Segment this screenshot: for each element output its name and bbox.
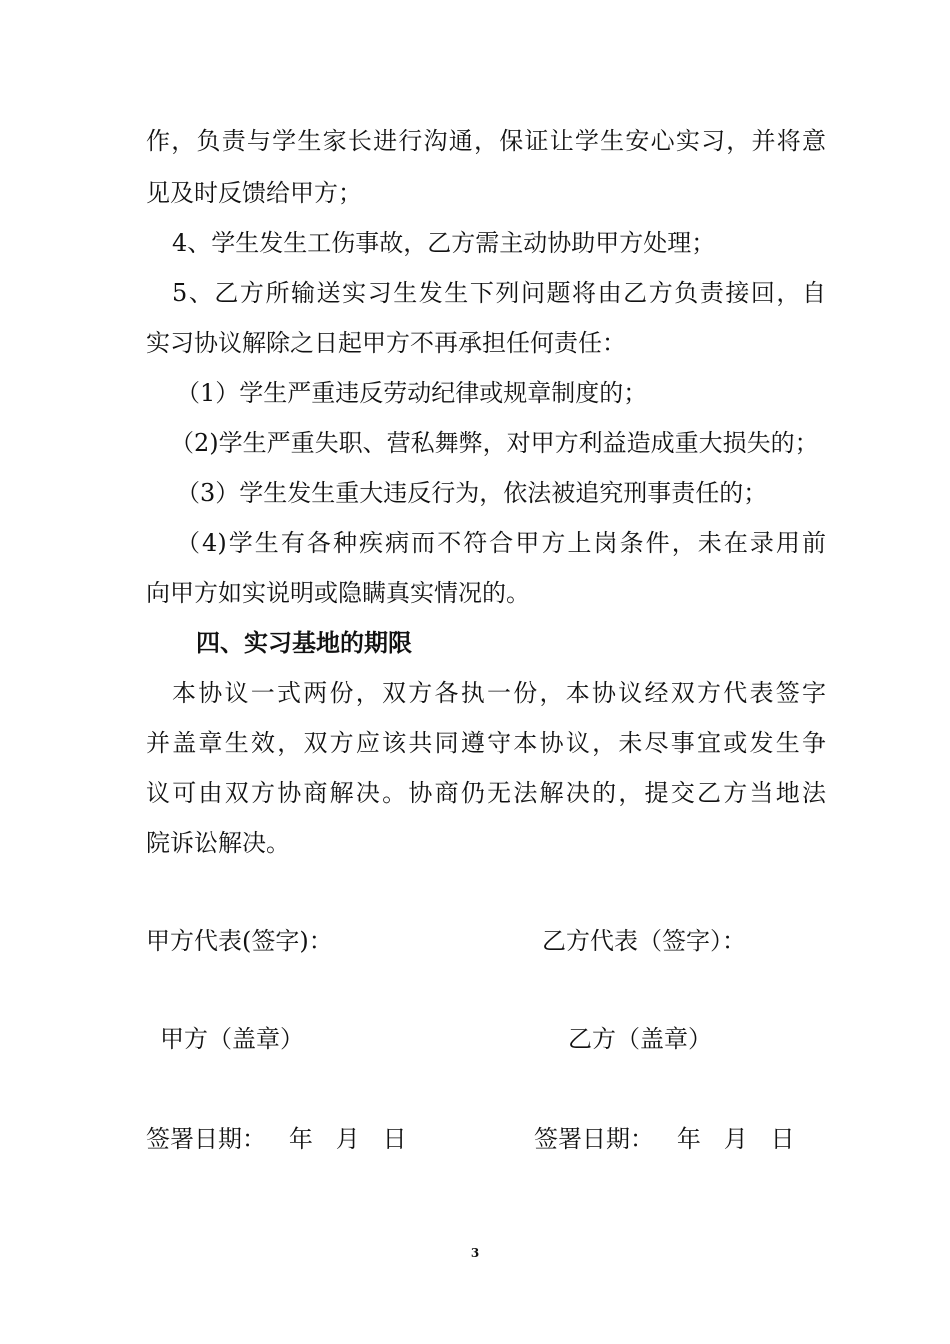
section-line-2: 并盖章生效，双方应该共同遵守本协议，未尽事宜或发生争	[146, 729, 826, 757]
list-item-4: （4)学生有各种疾病而不符合甲方上岗条件，未在录用前	[176, 529, 826, 557]
party-b-sign-date: 签署日期： 年 月 日	[534, 1125, 795, 1153]
party-a-rep-signature: 甲方代表(签字)：	[146, 927, 333, 955]
party-a-sign-date: 签署日期： 年 月 日	[146, 1125, 407, 1153]
section-heading: 四、实习基地的期限	[196, 629, 412, 657]
section-line-1: 本协议一式两份，双方各执一份，本协议经双方代表签字	[172, 679, 826, 707]
list-item-1: （1）学生严重违反劳动纪律或规章制度的；	[176, 379, 648, 407]
party-b-seal: 乙方（盖章）	[568, 1025, 712, 1053]
section-line-3: 议可由双方协商解决。协商仍无法解决的，提交乙方当地法	[146, 779, 826, 807]
list-item-4-cont: 向甲方如实说明或隐瞒真实情况的。	[146, 579, 530, 607]
list-item-2: （2)学生严重失职、营私舞弊，对甲方利益造成重大损失的；	[170, 429, 819, 457]
party-a-seal: 甲方（盖章）	[160, 1025, 304, 1053]
section-line-4: 院诉讼解决。	[146, 829, 290, 857]
body-line-5: 实习协议解除之日起甲方不再承担任何责任：	[146, 329, 626, 357]
body-line-1: 作，负责与学生家长进行沟通，保证让学生安心实习，并将意	[146, 127, 826, 155]
page-number: 3	[470, 1246, 480, 1260]
list-item-3: （3）学生发生重大违反行为，依法被追究刑事责任的；	[176, 479, 768, 507]
body-line-3: 4、学生发生工伤事故，乙方需主动协助甲方处理；	[172, 229, 716, 257]
body-line-4: 5、乙方所输送实习生发生下列问题将由乙方负责接回，自	[172, 279, 826, 307]
party-b-rep-signature: 乙方代表（签字）：	[542, 927, 746, 955]
body-line-2: 见及时反馈给甲方；	[146, 179, 362, 207]
